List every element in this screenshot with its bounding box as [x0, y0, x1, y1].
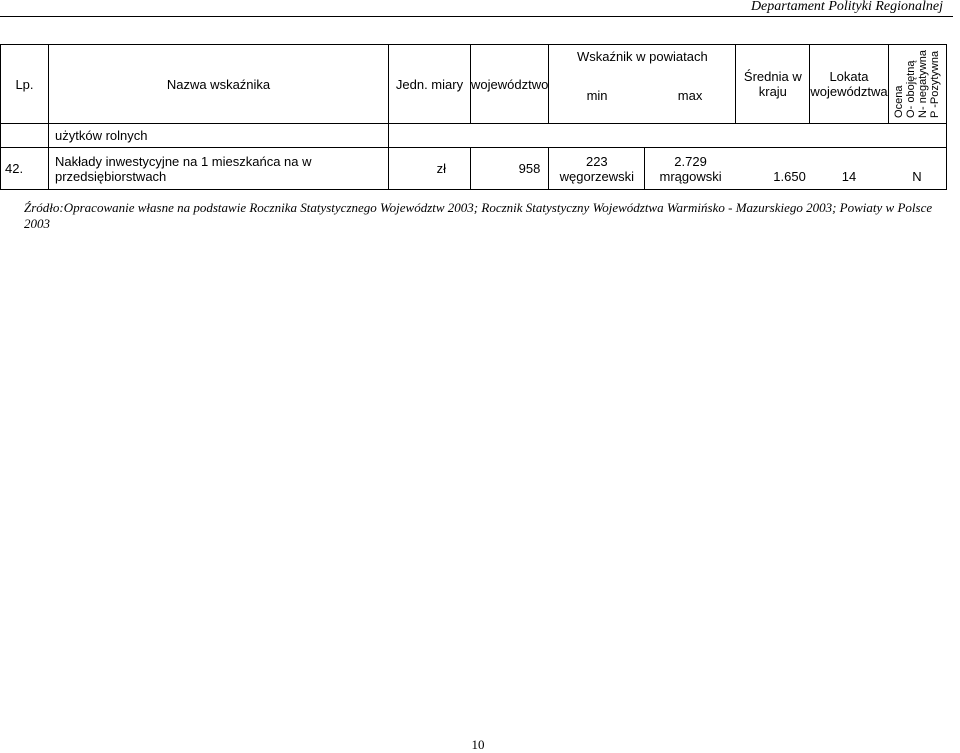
prev-row-lp: [1, 124, 49, 148]
row-lp: 42.: [1, 148, 49, 190]
page-number: 10: [471, 737, 485, 752]
row-min-value: 223: [585, 153, 608, 169]
row-rank-value: 14: [810, 148, 888, 190]
row-rating-value: N: [888, 148, 946, 190]
rating-option-positive: P -Pozytywna: [929, 50, 942, 118]
rating-label: Ocena: [893, 85, 906, 118]
row-min: [549, 148, 645, 190]
row-max-value: 2.729: [674, 153, 707, 169]
header-rank: Lokata województwa: [810, 45, 888, 124]
header-counties-group: Wskaźnik w powiatach: [549, 45, 736, 68]
row-voivodeship-value: 958: [471, 148, 549, 190]
row-avg-value: 1.650: [736, 148, 810, 190]
header-name: Nazwa wskaźnika: [49, 45, 389, 124]
header-min: min: [549, 68, 645, 124]
header-max: max: [677, 87, 703, 103]
indicator-table: [0, 44, 947, 190]
row-max-county: mrągowski: [659, 168, 722, 184]
page-header: [0, 0, 953, 17]
row-min-county: węgorzewski: [559, 168, 635, 184]
row-max: [645, 148, 736, 190]
header-voivodeship: województwo: [471, 45, 549, 124]
row-indicator-name: Nakłady inwestycyjne na 1 mieszkańca na w przedsiębiorstwach: [49, 148, 389, 190]
header-rating: [888, 45, 946, 124]
department-title: Departament Polityki Regionalnej: [750, 0, 943, 14]
header-lp: Lp.: [1, 45, 49, 124]
header-avg: Średnia w kraju: [736, 45, 810, 124]
prev-row-name-tail: użytków rolnych: [49, 124, 389, 148]
header-unit: Jedn. miary: [389, 45, 471, 124]
source-note: Źródło:Opracowanie własne na podstawie Rocznika Statystycznego Województw 2003; Rocznik Statystyczny Województwa Warmińsko - Mazurskiego 2003; Powiaty w Polsce 2003: [24, 200, 933, 231]
row-unit: zł: [389, 148, 471, 190]
rating-option-neutral: O- obojętną: [905, 60, 918, 118]
rating-option-negative: N- negatywna: [917, 50, 930, 118]
